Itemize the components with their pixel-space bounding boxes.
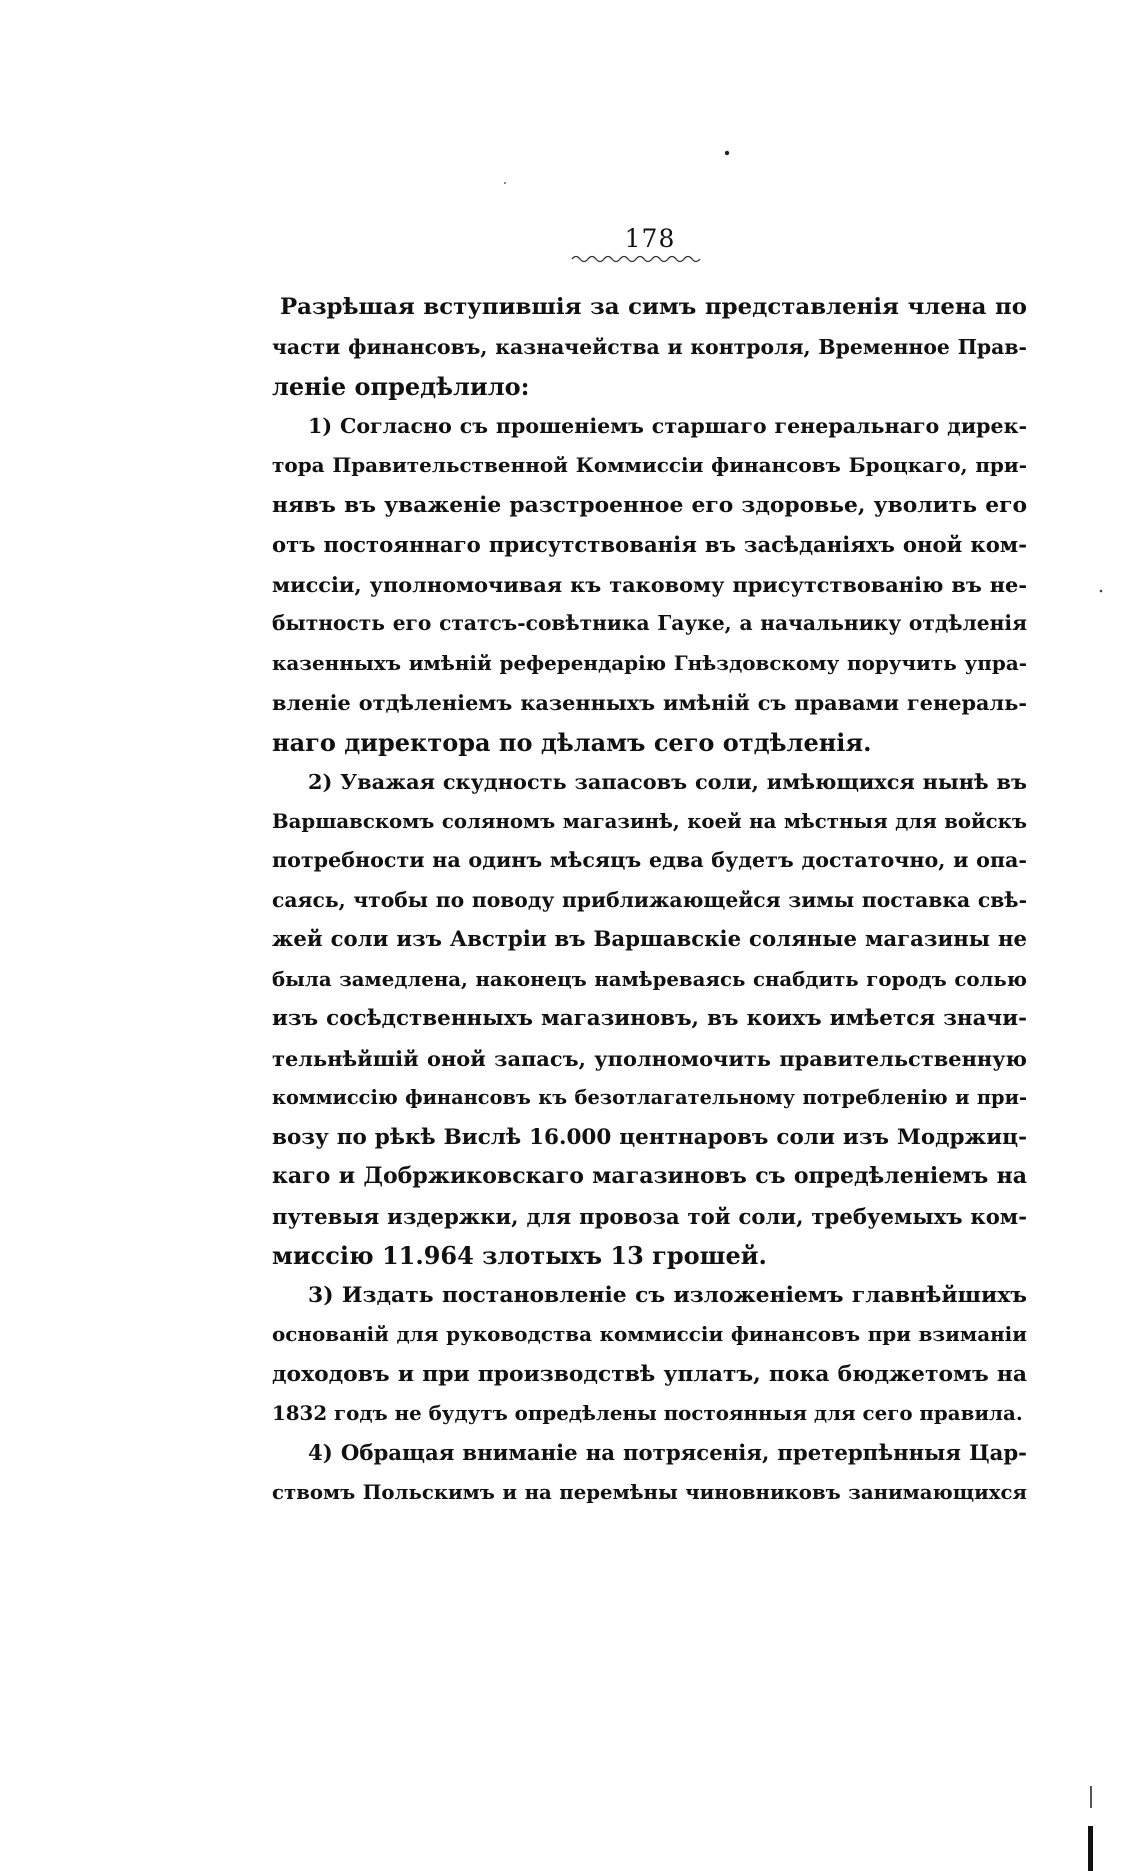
text-line: леніе опредѣлило: <box>272 372 530 401</box>
text-line: жей соли изъ Австріи въ Варшавскіе соляные магазины не <box>272 927 1027 952</box>
page-number: 178 <box>624 224 676 253</box>
page-header <box>570 225 730 264</box>
text-line: каго и Добржиковскаго магазиновъ съ опредѣленіемъ на <box>272 1163 1027 1189</box>
text-line: вленіе отдѣленіемъ казенныхъ имѣній съ правами генераль- <box>272 690 1027 715</box>
scan-speck <box>504 182 506 184</box>
paragraph-intro <box>272 288 1027 407</box>
text-line: тора Правительственной Коммиссіи финансовъ Броцкаго, при- <box>272 453 1027 477</box>
text-line: изъ сосѣдственныхъ магазиновъ, въ коихъ имѣется значи- <box>272 1006 1027 1031</box>
text-line: была замедлена, наконецъ намѣреваясь снабдить городъ солью <box>272 966 1027 991</box>
binding-edge-mark <box>1090 1786 1092 1808</box>
text-line: тельнѣйшій оной запасъ, уполномочить правительственную <box>272 1045 1027 1071</box>
text-line: доходовъ и при производствѣ уплатъ, пока бюджетомъ на <box>272 1361 1027 1387</box>
body-text <box>272 288 1027 1513</box>
text-line: части финансовъ, казначейства и контроля, Временное Прав- <box>272 334 1027 359</box>
text-line: казенныхъ имѣній референдарію Гнѣздовскому поручить упра- <box>272 650 1027 675</box>
text-line: миссіи, уполномочивая къ таковому присутствованію въ не- <box>272 571 1027 597</box>
text-line: 3) Издать постановленіе съ изложеніемъ главнѣйшихъ <box>308 1281 1027 1308</box>
text-line: ствомъ Польскимъ и на перемѣны чиновниковъ занимающихся <box>272 1480 1027 1504</box>
text-line: коммиссію финансовъ къ безотлагательному потребленію и при- <box>272 1086 1027 1109</box>
text-line: основаній для руководства коммиссіи финансовъ при взиманіи <box>272 1322 1027 1346</box>
text-line: 2) Уважая скудность запасовъ соли, имѣющихся нынѣ въ <box>308 769 1027 794</box>
paragraph-item-3 <box>272 1276 1027 1434</box>
text-line: Разрѣшая вступившія за симъ представленія члена по <box>280 294 1027 320</box>
text-line: Варшавскомъ соляномъ магазинѣ, коей на мѣстныя для войскъ <box>272 808 1027 833</box>
scan-speck <box>1100 590 1103 593</box>
text-line: нявъ въ уваженіе разстроенное его здоровье, уволить его <box>272 492 1027 518</box>
wavy-underline-ornament <box>570 252 710 264</box>
text-line: потребности на одинъ мѣсяцъ едва будетъ достаточно, и опа- <box>272 848 1027 872</box>
text-line: саясь, чтобы по поводу приближающейся зимы поставка свѣ- <box>272 887 1027 912</box>
text-line: бытность его статсъ-совѣтника Гауке, а начальнику отдѣленія <box>272 611 1027 635</box>
text-line: миссію 11.964 злотыхъ 13 грошей. <box>272 1241 767 1270</box>
text-line: 4) Обращая вниманіе на потрясенія, претерпѣнныя Цар- <box>308 1440 1027 1466</box>
paragraph-item-1 <box>272 407 1027 763</box>
text-line: путевыя издержки, для провоза той соли, требуемыхъ ком- <box>272 1203 1027 1229</box>
scan-speck <box>725 151 729 155</box>
text-line: наго директора по дѣламъ сего отдѣленія. <box>272 727 872 757</box>
text-line: 1832 годъ не будутъ опредѣлены постоянныя для сего правила. <box>272 1401 1023 1425</box>
binding-edge-mark <box>1088 1826 1093 1871</box>
text-line: отъ постояннаго присутствованія въ засѣданіяхъ оной ком- <box>272 532 1027 557</box>
paragraph-item-2 <box>272 762 1027 1276</box>
text-line: возу по рѣкѣ Вислѣ 16.000 центнаровъ соли изъ Модржиц- <box>272 1124 1027 1150</box>
text-line: 1) Согласно съ прошеніемъ старшаго генеральнаго дирек- <box>308 413 1027 438</box>
paragraph-item-4 <box>272 1434 1027 1513</box>
